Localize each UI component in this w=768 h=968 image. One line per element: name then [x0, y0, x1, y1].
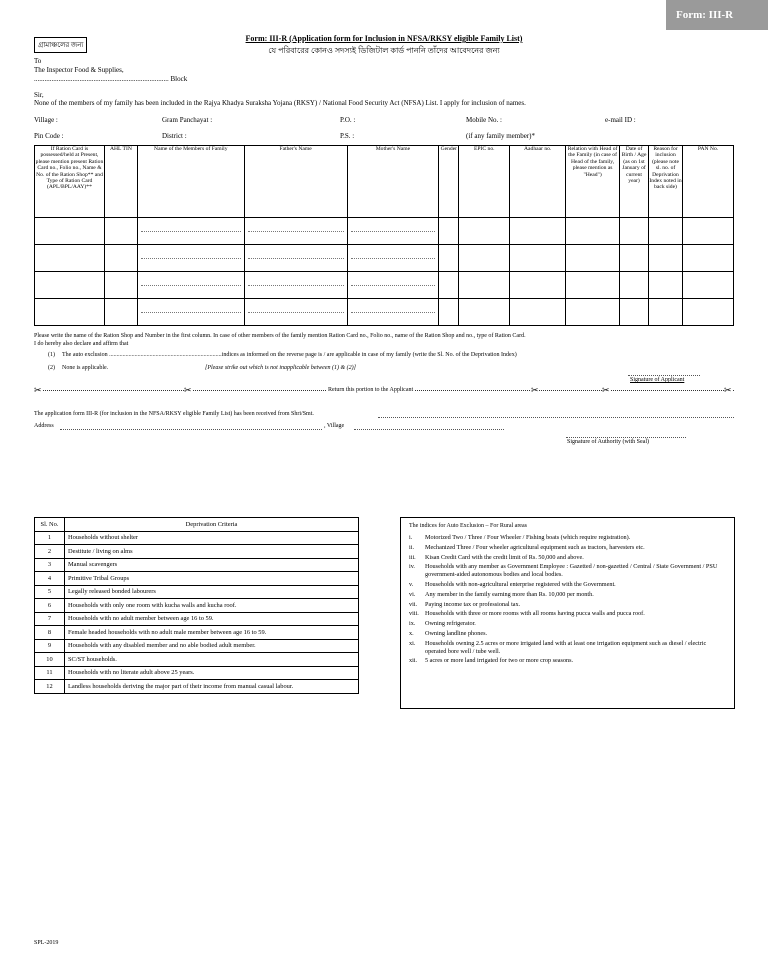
col-member-name: Name of the Members of Family — [137, 146, 244, 218]
row-number: 10 — [35, 653, 65, 667]
list-item: ii. Mechanized Three / Four wheeler agricultural equipment such as tractors, harvesters etc. — [409, 543, 645, 551]
form-subtitle: যে পরিবারের কোনও সদস্যই ডিজিটাল কার্ড পাননি তাঁদের আবেদনের জন্য — [268, 46, 500, 55]
scissors-icon: ✂ — [724, 385, 732, 395]
table-row — [35, 572, 359, 586]
deprivation-table — [34, 517, 359, 694]
row-number: 6 — [35, 599, 65, 613]
col-reason: Reason for inclusion (please note sl. no. of Deprivation Index noted in back side) — [649, 146, 683, 218]
ration-note: Please write the name of the Ration Shop and Number in the first column. In case of other members of the family mention Ration Card no., Folio no., name of the Ration Shop and no., type of Ration Card. — [34, 333, 526, 339]
intro-text: None of the members of my family has been included in the Rajya Khadya Suraksha Yojana (RKSY) / National Food Security Act (NFSA) List. I apply for inclusion of names. — [34, 99, 526, 107]
list-item: iv. Households with any member as Government Employee : Gazetted / non-gazetted / Central / State Government / PSU government-aided autonomous bodies and local bodies. — [409, 563, 718, 579]
col-pan: PAN No. — [683, 146, 734, 218]
col-father-name: Father's Name — [244, 146, 347, 218]
name-fill-line[interactable] — [378, 417, 734, 418]
field-mobile[interactable]: Mobile No. : — [466, 116, 502, 124]
item2-number: (2) — [48, 365, 55, 371]
criteria-text: Primitive Tribal Groups — [65, 572, 359, 586]
list-item: xii. 5 acres or more land irrigated for two or more crop seasons. — [409, 657, 574, 665]
criteria-text: Households with only one room with kucha walls and kucha roof. — [65, 599, 359, 613]
list-item: x. Owning landline phones. — [409, 629, 488, 637]
form-tag: Form: III-R — [666, 0, 768, 30]
table-row — [35, 599, 359, 613]
family-members-table — [34, 145, 734, 326]
address-to: To — [34, 57, 42, 65]
col-gender: Gender — [439, 146, 459, 218]
field-pincode[interactable]: Pin Code : — [34, 132, 64, 140]
table-row — [35, 653, 359, 667]
address-dots[interactable]: ............................................................................. — [34, 75, 169, 83]
col-mother-name: Mother's Name — [347, 146, 439, 218]
field-gram-panchayat[interactable]: Gram Panchayat : — [162, 116, 213, 124]
table-row — [35, 531, 359, 545]
row-number: 7 — [35, 612, 65, 626]
col-dob: Date of Birth / Age (as on 1st January of current year) — [620, 146, 649, 218]
row-number: 4 — [35, 572, 65, 586]
village-label: , Village — [324, 423, 345, 429]
field-district[interactable]: District : — [162, 132, 187, 140]
field-email[interactable]: e-mail ID : — [605, 116, 636, 124]
criteria-text: Female headed households with no adult male member between age 16 to 59. — [65, 626, 359, 640]
item1-number: (1) — [48, 352, 55, 358]
list-item: v. Households with non-agricultural enterprise registered with the Government. — [409, 580, 616, 588]
item1-text[interactable]: The auto exclusion ...........................................................................indices as informed on the reverse page is / are applicable in case of my family (write the Sl. No. of the Deprivation Index) — [62, 352, 517, 358]
col-ration-card: If Ration Card is possessed/held at Present, please mention present Ration Card no., Folio no., Name & No. of the Ration Shop** and Type of Ration Card (APL/BPL/AAY)** — [35, 146, 105, 218]
return-text: Return this portion to the Applicant — [328, 387, 414, 393]
table-row[interactable] — [35, 299, 734, 326]
sl-no-header: Sl. No. — [35, 518, 65, 532]
row-number: 9 — [35, 639, 65, 653]
row-number: 5 — [35, 585, 65, 599]
criteria-text: SC/ST households. — [65, 653, 359, 667]
received-text: The application form III-R (for inclusion in the NFSA/RKSY eligible Family List) has been received from Shri/Smt. — [34, 411, 314, 417]
field-village[interactable]: Village : — [34, 116, 58, 124]
applicant-signature-line[interactable] — [628, 375, 700, 376]
table-row — [35, 680, 359, 694]
address-block: Block — [170, 75, 188, 83]
criteria-text: Households without shelter — [65, 531, 359, 545]
row-number: 8 — [35, 626, 65, 640]
list-item: viii. Households with three or more rooms with all rooms having pucca walls and pucca roof. — [409, 610, 645, 618]
scissors-icon: ✂ — [602, 385, 610, 395]
table-row — [35, 666, 359, 680]
criteria-text: Households with any disabled member and no able bodied adult member. — [65, 639, 359, 653]
row-number: 12 — [35, 680, 65, 694]
field-po[interactable]: P.O. : — [340, 116, 356, 124]
exclusion-title: The indices for Auto Exclusion – For Rural areas — [409, 523, 527, 529]
table-row[interactable] — [35, 245, 734, 272]
form-title: Form: III-R (Application form for Inclusion in NFSA/RKSY eligible Family List) — [245, 34, 523, 43]
address-line1: The Inspector Food & Supplies, — [34, 66, 124, 74]
address-label: Address — [34, 423, 54, 429]
table-row — [35, 626, 359, 640]
received-line — [34, 411, 734, 418]
item2-text[interactable]: None is applicable. — [62, 365, 109, 371]
scissors-icon: ✂ — [531, 385, 539, 395]
list-item: vi. Any member in the family earning more than Rs. 10,000 per month. — [409, 590, 594, 598]
table-header-row — [35, 146, 734, 218]
table-row — [35, 612, 359, 626]
address-line2 — [34, 75, 187, 84]
footer-code: SPL-2019 — [34, 940, 59, 946]
field-if-any: (if any family member)* — [466, 132, 536, 140]
list-item: i. Motorized Two / Three / Four Wheeler / Fishing boats (which require registration). — [409, 534, 631, 541]
salutation: Sir, — [34, 91, 44, 99]
declaration: I do hereby also declare and affirm that — [34, 341, 129, 347]
criteria-text: Households with no literate adult above 25 years. — [65, 666, 359, 680]
list-item: xi. Households owning 2.5 acres or more irrigated land with at least one irrigation equipment such as diesel / electric operated bore well / tube well. — [409, 639, 707, 655]
address-line — [34, 423, 504, 430]
cut-line — [34, 386, 734, 396]
table-row[interactable] — [35, 272, 734, 299]
table-row — [35, 585, 359, 599]
list-item: ix. Owning refrigerator. — [409, 620, 476, 628]
scissors-icon: ✂ — [34, 385, 42, 395]
col-ahl-tin: AHL TIN — [104, 146, 137, 218]
auto-exclusion-box — [400, 517, 735, 709]
criteria-text: Legally released bonded labourers — [65, 585, 359, 599]
list-item: iii. Kisan Credit Card with the credit limit of Rs. 50,000 and above. — [409, 553, 584, 561]
criteria-header: Deprivation Criteria — [65, 518, 359, 532]
criteria-text: Households with no adult member between age 16 to 59. — [65, 612, 359, 626]
signature-authority: Signature of Authority (with Seal) — [567, 439, 649, 445]
row-number: 3 — [35, 558, 65, 572]
table-row — [35, 639, 359, 653]
col-relation: Relation with Head of the Family (in case of Head of the family, please mention as "Head") — [566, 146, 620, 218]
strike-note: [Please strike out which is not inapplicable between (1) & (2)] — [205, 365, 356, 371]
row-number: 2 — [35, 545, 65, 559]
authority-signature-line[interactable] — [566, 437, 686, 438]
field-ps[interactable]: P.S. : — [340, 132, 355, 140]
table-row — [35, 545, 359, 559]
criteria-text: Destitute / living on alms — [65, 545, 359, 559]
row-number: 1 — [35, 531, 65, 545]
table-row[interactable] — [35, 218, 734, 245]
signature-applicant: Signature of Applicant — [630, 377, 685, 383]
address-fill-line[interactable] — [60, 429, 322, 430]
row-number: 11 — [35, 666, 65, 680]
list-item: vii. Paying income tax or professional tax. — [409, 600, 521, 608]
col-epic: EPIC no. — [459, 146, 510, 218]
scissors-icon: ✂ — [184, 385, 192, 395]
criteria-text: Manual scavengers — [65, 558, 359, 572]
table-row — [35, 558, 359, 572]
village-fill-line[interactable] — [354, 429, 504, 430]
deprivation-header — [35, 518, 359, 532]
criteria-text: Landless households deriving the major part of their income from manual casual labour. — [65, 680, 359, 694]
rural-label-box: গ্রামাঞ্চলের জন্য — [34, 37, 87, 53]
col-aadhaar: Aadhaar no. — [510, 146, 566, 218]
